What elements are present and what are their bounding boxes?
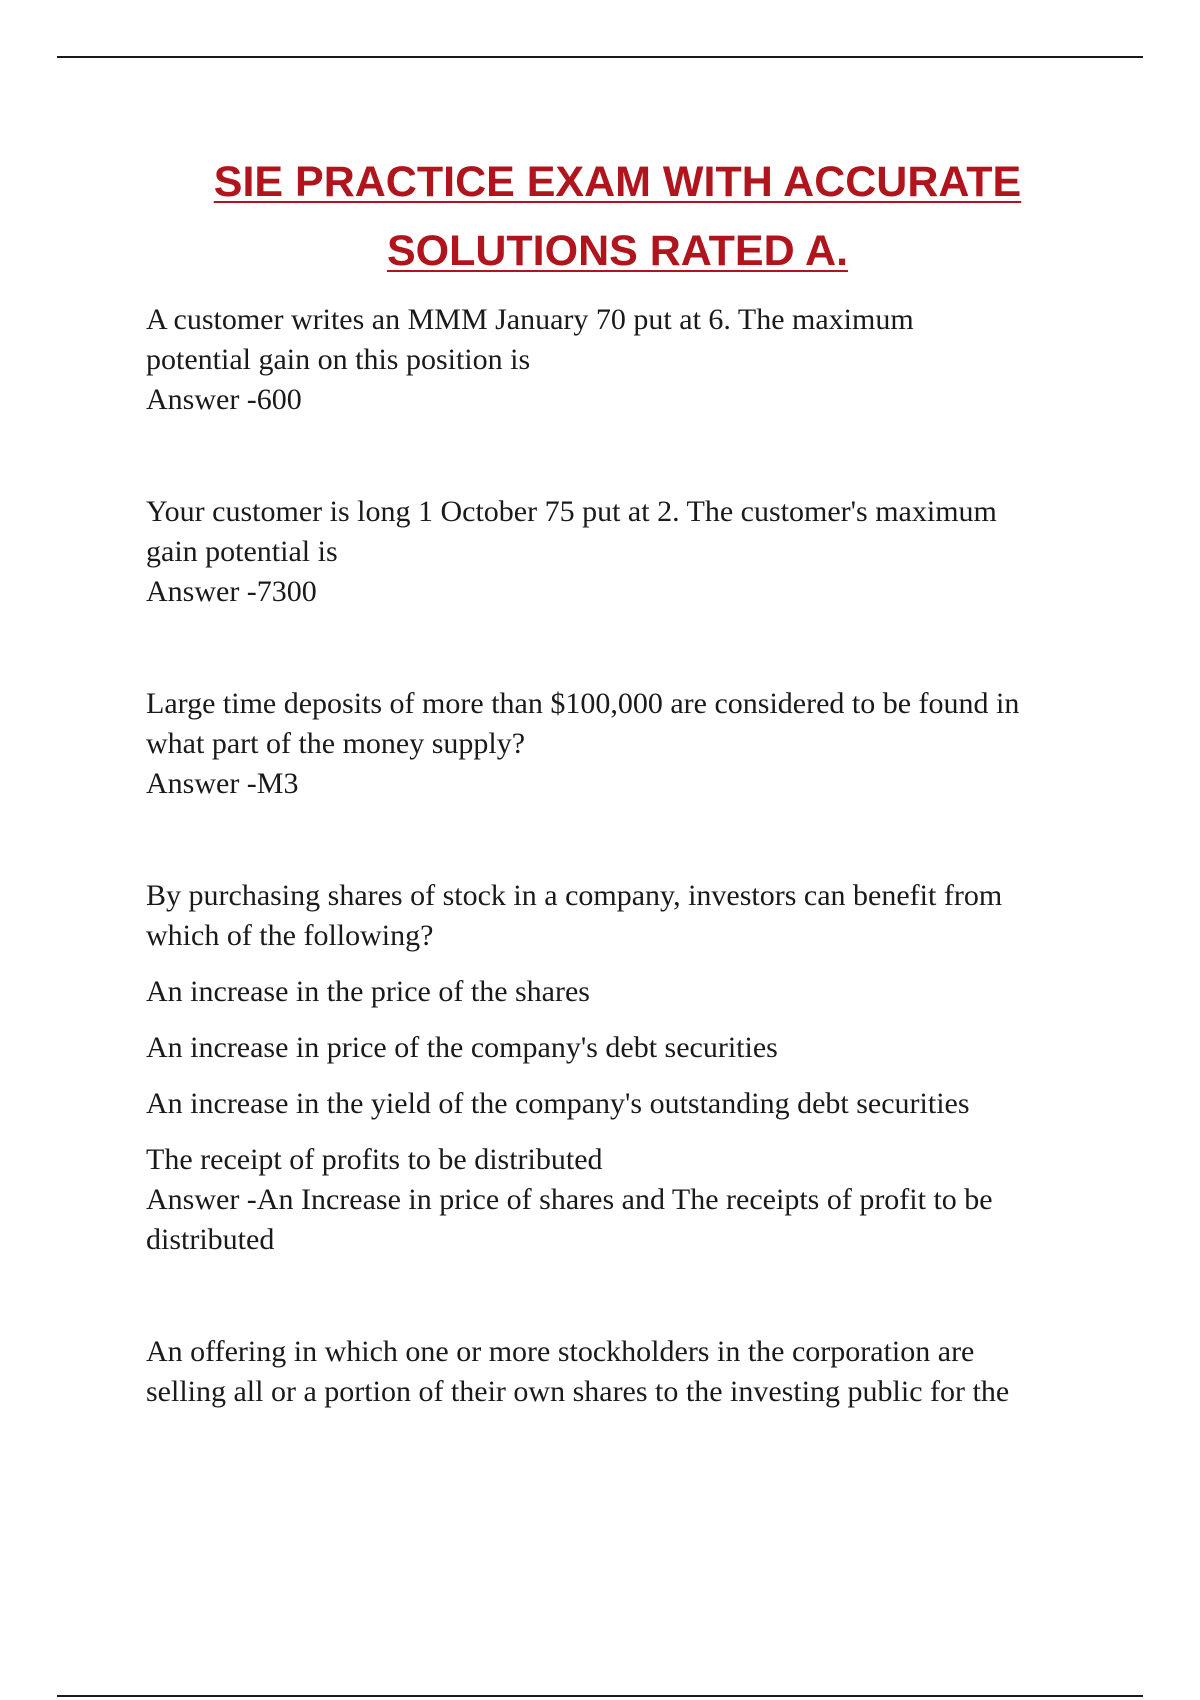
question-block (146, 492, 1146, 612)
question-text: By purchasing shares of stock in a company, investors can benefit from (146, 879, 1003, 912)
question-text: Large time deposits of more than $100,000 are considered to be found in (146, 687, 1020, 720)
answer-option: An increase in the yield of the company's outstanding debt securities (146, 1087, 970, 1120)
answer-text: Answer -M3 (146, 767, 299, 800)
question-text: Your customer is long 1 October 75 put at 2. The customer's maximum (146, 495, 997, 528)
question-block (146, 876, 1146, 1260)
title-line-2: SOLUTIONS RATED A. (386, 227, 849, 275)
question-text: A customer writes an MMM January 70 put at 6. The maximum (146, 303, 914, 336)
question-text: potential gain on this position is (146, 343, 531, 376)
document-title (0, 148, 1200, 286)
question-text: selling all or a portion of their own shares to the investing public for the (146, 1375, 1010, 1408)
question-block (146, 1332, 1146, 1412)
question-block (146, 684, 1146, 804)
answer-text: Answer -600 (146, 383, 302, 416)
answer-option: An increase in price of the company's debt securities (146, 1031, 778, 1064)
header-rule (57, 56, 1143, 58)
title-line-1: SIE PRACTICE EXAM WITH ACCURATE (213, 158, 1022, 206)
answer-text: Answer -7300 (146, 575, 317, 608)
document-body (146, 300, 1146, 1412)
answer-option: The receipt of profits to be distributed (146, 1143, 603, 1176)
answer-text: Answer -An Increase in price of shares and The receipts of profit to be (146, 1183, 993, 1216)
footer-rule (57, 1695, 1143, 1697)
question-text: which of the following? (146, 919, 434, 952)
question-text: An offering in which one or more stockholders in the corporation are (146, 1335, 975, 1368)
answer-option: An increase in the price of the shares (146, 975, 590, 1008)
question-text: gain potential is (146, 535, 338, 568)
question-text: what part of the money supply? (146, 727, 526, 760)
question-block (146, 300, 1146, 420)
answer-text: distributed (146, 1223, 275, 1256)
